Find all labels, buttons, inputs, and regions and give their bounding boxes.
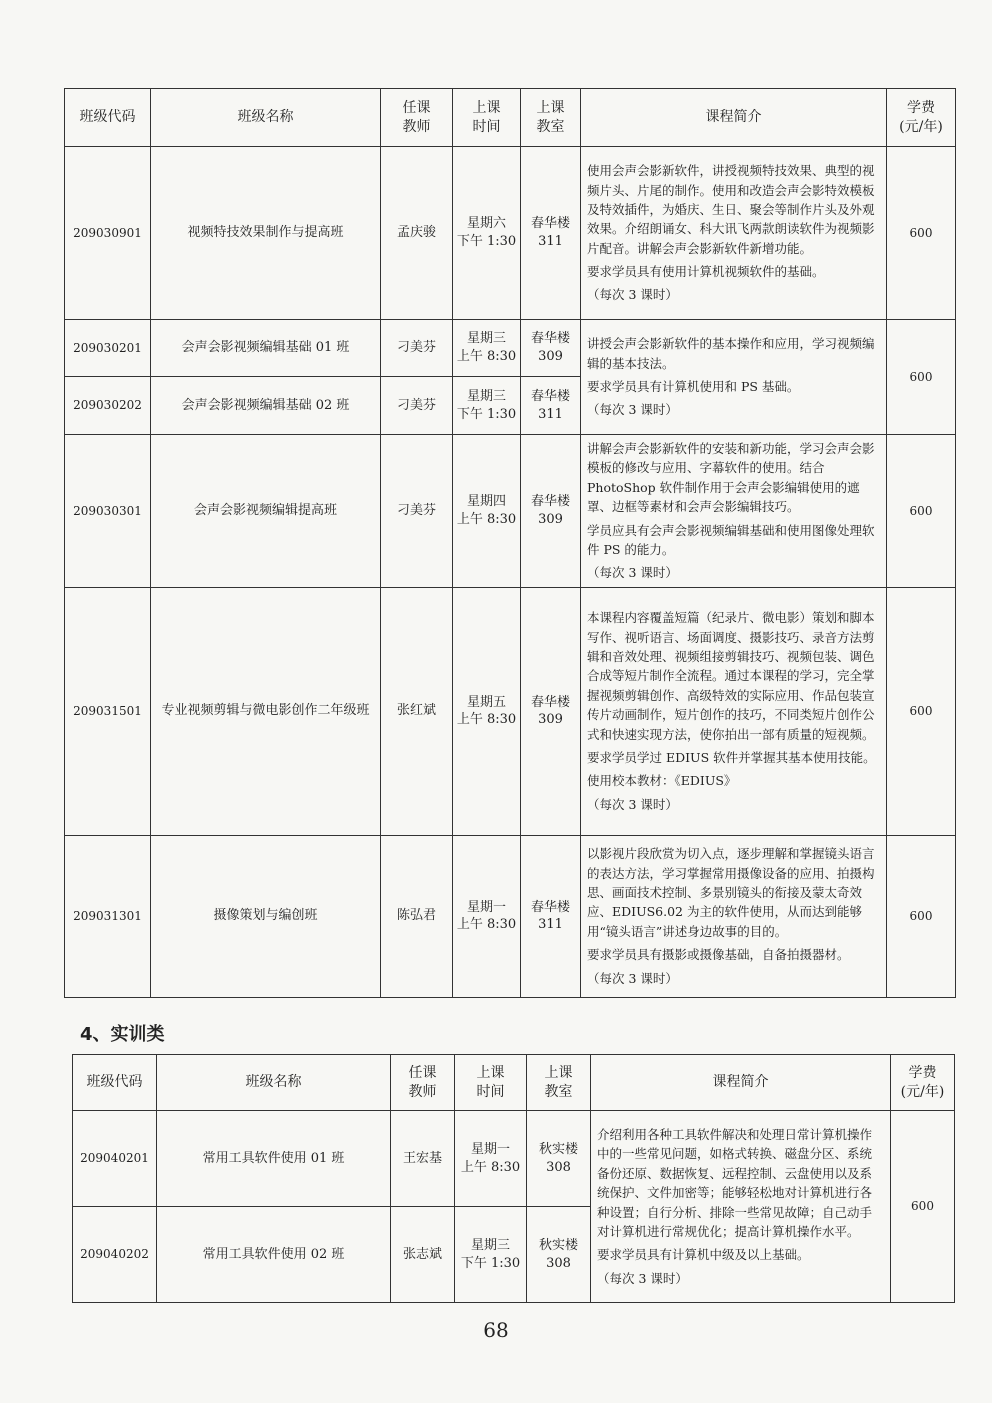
course-description [581,320,887,435]
class-code: 209040201 [73,1111,157,1207]
description-paragraph: （每次 3 课时） [587,970,678,986]
class-room: 秋实楼 308 [527,1111,591,1207]
table-row [65,147,956,320]
description-paragraph: 使用会声会影新软件，讲授视频特技效果、典型的视频片头、片尾的制作。使用和改造会声会影特效模板及特效插件，为婚庆、生日、聚会等制作片头及外观效果。介绍朗诵女、科大讯飞两款朗读软件为视频影片配音。讲解会声会影新软件新增功能。 [587,163,875,256]
table-row [65,435,956,588]
class-time: 星期六 下午 1:30 [453,147,521,320]
course-description [591,1111,891,1303]
description-paragraph: 学员应具有会声会影视频编辑基础和使用图像处理软件 PS 的能力。 [587,522,875,557]
class-name: 会声会影视频编辑基础 01 班 [151,320,381,377]
class-name: 视频特技效果制作与提高班 [151,147,381,320]
tuition-fee: 600 [887,147,956,320]
class-time: 星期四 上午 8:30 [453,435,521,588]
class-code: 209031501 [65,587,151,835]
teacher-name: 刁美芬 [381,377,453,435]
description-paragraph: 介绍利用各种工具软件解决和处理日常计算机操作中的一些常见问题，如格式转换、磁盘分区、系统备份还原、数据恢复、远程控制、云盘使用以及系统保护、文件加密等；能够轻松地对计算机进行各种设置；自行分析、排除一些常见故障；自己动手对计算机进行常规优化；提高计算机操作水平。 [597,1127,873,1239]
description-paragraph: 要求学员具有使用计算机视频软件的基础。 [587,264,825,280]
teacher-name: 王宏基 [391,1111,455,1207]
class-code: 209030901 [65,147,151,320]
header-time: 上课 时间 [455,1055,527,1111]
header-time: 上课 时间 [453,89,521,147]
teacher-name: 陈弘君 [381,835,453,997]
header-class-name: 班级名称 [157,1055,391,1111]
table-header-row [73,1055,955,1111]
description-paragraph: 本课程内容覆盖短篇（纪录片、微电影）策划和脚本写作、视听语言、场面调度、摄影技巧、录音方法剪辑和音效处理、视频组接剪辑技巧、视频包装、调色合成等短片制作全流程。通过本课程的学习，完全掌握视频剪辑创作、高级特效的实际应用、作品包装宣传片动画制作，短片创作的技巧，不同类短片创作公式和快速实现方法，使你拍出一部有质量的短视频。 [587,610,875,742]
class-name: 常用工具软件使用 01 班 [157,1111,391,1207]
class-name: 常用工具软件使用 02 班 [157,1207,391,1303]
header-fee: 学费 (元/年) [887,89,956,147]
page-number: 68 [483,1318,509,1342]
section-title: 4、实训类 [80,1024,165,1045]
header-class-code: 班级代码 [73,1055,157,1111]
teacher-name: 刁美芬 [381,435,453,588]
tuition-fee: 600 [887,835,956,997]
tuition-fee: 600 [891,1111,955,1303]
course-description [581,835,887,997]
teacher-name: 刁美芬 [381,320,453,377]
class-time: 星期一 上午 8:30 [455,1111,527,1207]
table-row [65,835,956,997]
description-paragraph: （每次 3 课时） [587,565,678,581]
header-room: 上课 教室 [521,89,581,147]
class-code: 209030202 [65,377,151,435]
tuition-fee: 600 [887,320,956,435]
class-code: 209040202 [73,1207,157,1303]
class-time: 星期三 下午 1:30 [453,377,521,435]
course-table-video [64,88,956,998]
description-paragraph: （每次 3 课时） [587,402,678,418]
teacher-name: 孟庆骏 [381,147,453,320]
description-paragraph: （每次 3 课时） [587,287,678,303]
header-teacher: 任课 教师 [391,1055,455,1111]
class-code: 209030301 [65,435,151,588]
class-name: 专业视频剪辑与微电影创作二年级班 [151,587,381,835]
tuition-fee: 600 [887,587,956,835]
tuition-fee: 600 [887,435,956,588]
class-time: 星期五 上午 8:30 [453,587,521,835]
class-code: 209031301 [65,835,151,997]
course-table-practical [72,1054,955,1303]
description-paragraph: 使用校本教材：《EDIUS》 [587,773,737,789]
description-paragraph: 要求学员具有计算机使用和 PS 基础。 [587,379,800,394]
description-paragraph: （每次 3 课时） [587,796,678,812]
header-fee: 学费 (元/年) [891,1055,955,1111]
table-row [65,320,956,377]
class-room: 秋实楼 308 [527,1207,591,1303]
class-room: 春华楼 311 [521,377,581,435]
description-paragraph: 要求学员具有摄影或摄像基础，自备拍摄器材。 [587,947,850,963]
table-header-row [65,89,956,147]
description-paragraph: 要求学员具有计算机中级及以上基础。 [597,1247,810,1263]
description-paragraph: 讲解会声会影新软件的安装和新功能，学习会声会影模板的修改与应用、字幕软件的使用。结合 PhotoShop 软件制作用于会声会影编辑使用的遮罩、边框等素材和会声会影编辑技巧。 [587,441,875,515]
header-room: 上课 教室 [527,1055,591,1111]
header-intro: 课程简介 [591,1055,891,1111]
class-code: 209030201 [65,320,151,377]
description-paragraph: 以影视片段欣赏为切入点，逐步理解和掌握镜头语言的表达方法，学习掌握常用摄像设备的应用、拍摄构思、画面技术控制、多景别镜头的衔接及蒙太奇效应、EDIUS6.02 为主的软件使用，从而达到能够用“镜头语言”讲述身边故事的目的。 [587,846,875,939]
description-paragraph: 要求学员学过 EDIUS 软件并掌握其基本使用技能。 [587,749,876,765]
class-room: 春华楼 311 [521,835,581,997]
course-description [581,147,887,320]
course-description [581,587,887,835]
class-room: 春华楼 309 [521,435,581,588]
table-row [73,1111,955,1207]
table-row [65,587,956,835]
header-class-code: 班级代码 [65,89,151,147]
description-paragraph: 讲授会声会影新软件的基本操作和应用，学习视频编辑的基本技法。 [587,336,875,371]
class-time: 星期一 上午 8:30 [453,835,521,997]
class-name: 摄像策划与编创班 [151,835,381,997]
header-class-name: 班级名称 [151,89,381,147]
class-time: 星期三 上午 8:30 [453,320,521,377]
class-name: 会声会影视频编辑提高班 [151,435,381,588]
teacher-name: 张红斌 [381,587,453,835]
header-teacher: 任课 教师 [381,89,453,147]
class-time: 星期三 下午 1:30 [455,1207,527,1303]
class-room: 春华楼 309 [521,320,581,377]
course-description [581,435,887,588]
class-name: 会声会影视频编辑基础 02 班 [151,377,381,435]
class-room: 春华楼 311 [521,147,581,320]
teacher-name: 张志斌 [391,1207,455,1303]
header-intro: 课程简介 [581,89,887,147]
description-paragraph: （每次 3 课时） [597,1270,688,1286]
class-room: 春华楼 309 [521,587,581,835]
